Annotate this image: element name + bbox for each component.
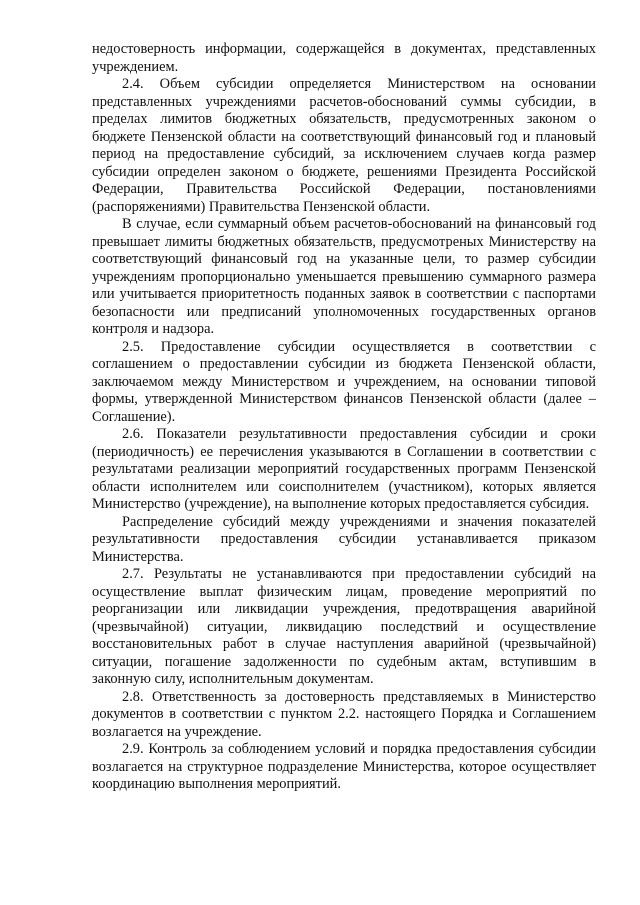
paragraph-2-9: 2.9. Контроль за соблюдением условий и порядка предоставления субсидии возлагается на структурное подразделение Министерства, которое осуществляет координацию выполнения мероприятий.	[92, 741, 596, 792]
paragraph-2-6-distribution: Распределение субсидий между учреждениями и значения показателей результативности предоставления субсидии устанавливается приказом Министерства.	[92, 513, 596, 565]
document-page	[92, 41, 596, 794]
paragraph-2-4-excess: В случае, если суммарный объем расчетов-обоснований на финансовый год превышает лимиты бюджетных обязательств, предусмотреных Министерству на соответствующий финансовый год на указанные цели, то размер субсидии учреждениям пропорционально уменьшается превышению суммарного размера или учитывается приоритетность поданных заявок в соответствии с паспортами безопасности или предписаний уполномоченных государственных органов контроля и надзора.	[92, 216, 596, 337]
paragraph-2-7: 2.7. Результаты не устанавливаются при предоставлении субсидий на осуществление выплат физическим лицам, проведение мероприятий по реорганизации или ликвидации учреждения, предотвращения аварийной (чрезвычайной) ситуации, ликвидацию последствий и осуществление восстановительных работ в случае наступления аварийной (чрезвычайной) ситуации, погашение задолженности по судебным актам, вступившим в законную силу, исполнительным документам.	[92, 566, 596, 687]
paragraph-2-6: 2.6. Показатели результативности предоставления субсидии и сроки (периодичность) ее перечисления указываются в Соглашении в соответствии с результатами реализации мероприятий государственных программ Пензенской области исполнителем или соисполнителем (участником), которых является Министерство (учреждение), на выполнение которых предоставляется субсидия.	[92, 426, 596, 512]
paragraph-2-5: 2.5. Предоставление субсидии осуществляется в соответствии с соглашением о предоставлении субсидии из бюджета Пензенской области, заключаемом между Министерством и учреждением, на основании типовой формы, утвержденной Министерством финансов Пензенской области (далее – Соглашение).	[92, 338, 596, 425]
paragraph-2-4: 2.4. Объем субсидии определяется Министерством на основании представленных учреждениями расчетов-обоснований суммы субсидии, в пределах лимитов бюджетных обязательств, предусмотренных законом о бюджете Пензенской области на соответствующий финансовый год и плановый период на предоставление субсидий, за исключением случаев когда размер субсидии определен законом о бюджете, решениями Президента Российской Федерации, Правительства Российской Федерации, постановлениями (распоряжениями) Правительства Пензенской области.	[92, 76, 596, 215]
paragraph-continuation: недостоверность информации, содержащейся в документах, представленных учреждением.	[92, 41, 596, 75]
paragraph-2-8: 2.8. Ответственность за достоверность представляемых в Министерство документов в соответствии с пунктом 2.2. настоящего Порядка и Соглашением возлагается на учреждение.	[92, 688, 596, 740]
